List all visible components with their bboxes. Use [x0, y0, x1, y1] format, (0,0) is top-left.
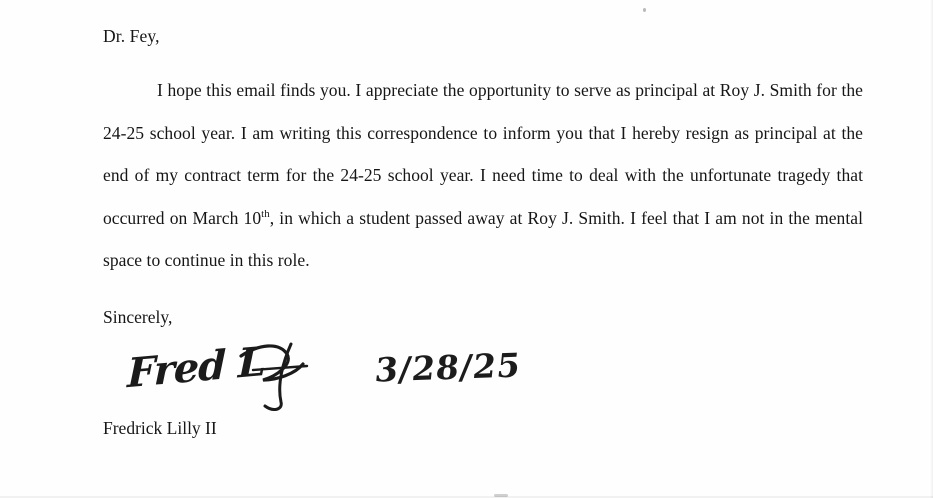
handwritten-signature: Fred L	[126, 337, 266, 397]
signature-block	[103, 330, 863, 438]
signer-name: Fredrick Lilly II	[103, 417, 217, 438]
handwritten-date: 3/28/25	[372, 344, 523, 390]
letter-body	[103, 22, 863, 438]
body-paragraph	[103, 69, 863, 282]
body-text-part2: , in which a student passed away at Roy J. Smith. I feel that I am not in the mental space to continue in this role.	[103, 207, 863, 270]
ordinal-suffix: th	[261, 207, 270, 220]
body-text-part1: I hope this email finds you. I appreciate the opportunity to serve as principal at Roy J. Smith for the 24-25 school year. I am writing this correspondence to inform you that I hereby resign as principal at the end of my contract term for the 24-25 school year. I need time to deal with the unfortunate tragedy that occurred on March 10	[103, 80, 863, 228]
closing: Sincerely,	[103, 306, 173, 327]
scan-speck	[643, 8, 646, 12]
salutation: Dr. Fey,	[103, 26, 160, 46]
